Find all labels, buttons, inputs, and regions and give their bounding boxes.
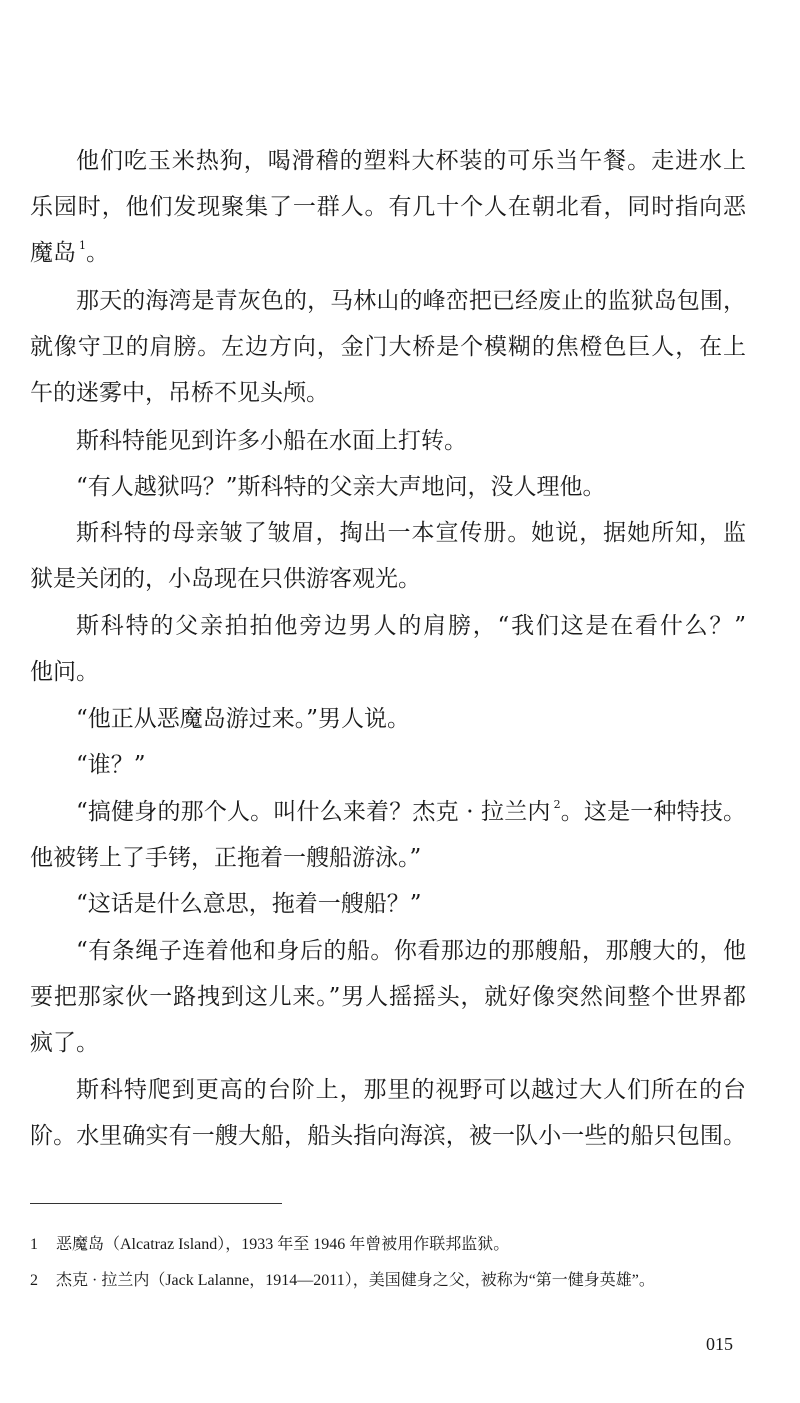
text-line	[30, 230, 746, 276]
text-line: “他正从恶魔岛游过来。”男人说。	[76, 706, 411, 732]
paragraph	[30, 789, 746, 881]
footnote	[30, 1270, 760, 1292]
text-line: “这话是什么意思，拖着一艘船？”	[76, 891, 422, 917]
footnote-number: 1	[30, 1236, 38, 1253]
text-line: 疯了。	[30, 1030, 99, 1056]
page-number: 015	[706, 1334, 733, 1354]
text-line: 阶。水里确实有一艘大船，船头指向海滨，被一队小一些的船只包围。	[30, 1123, 746, 1149]
paragraph	[30, 464, 746, 510]
paragraph	[30, 418, 746, 464]
paragraph	[30, 928, 746, 1066]
text-run: 魔岛	[30, 240, 76, 266]
text-line: 乐园时，他们发现聚集了一群人。有几十个人在朝北看，同时指向恶	[30, 194, 746, 220]
text-line: 他被铐上了手铐，正拖着一艘船游泳。”	[30, 845, 422, 871]
text-line: 斯科特能见到许多小船在水面上打转。	[76, 428, 467, 454]
paragraph	[30, 696, 746, 742]
text-run: “搞健身的那个人。叫什么来着？杰克 · 拉兰内	[76, 799, 551, 825]
text-line: 那天的海湾是青灰色的，马林山的峰峦把已经废止的监狱岛包围，	[76, 288, 746, 314]
footnote-marker: 1	[79, 239, 86, 252]
text-line: 斯科特的父亲拍拍他旁边男人的肩膀，“我们这是在看什么？”	[76, 613, 746, 639]
footnote-number: 2	[30, 1272, 38, 1289]
paragraph	[30, 1067, 746, 1159]
text-line: 斯科特爬到更高的台阶上，那里的视野可以越过大人们所在的台	[76, 1077, 746, 1103]
text-line: 他问。	[30, 659, 99, 685]
paragraph	[30, 603, 746, 695]
paragraph	[30, 510, 746, 602]
footnote	[30, 1234, 760, 1256]
text-run: 。	[86, 240, 109, 266]
paragraph	[30, 278, 746, 416]
paragraph	[30, 881, 746, 927]
text-line: 狱是关闭的，小岛现在只供游客观光。	[30, 566, 421, 592]
paragraph	[30, 138, 746, 276]
text-line	[30, 789, 746, 835]
paragraph	[30, 742, 746, 788]
text-line: 斯科特的母亲皱了皱眉，掏出一本宣传册。她说，据她所知，监	[76, 520, 746, 546]
text-line: “谁？”	[76, 752, 146, 778]
text-line: 午的迷雾中，吊桥不见头颅。	[30, 380, 329, 406]
footnote-divider	[30, 1203, 282, 1204]
text-line: 要把那家伙一路拽到这儿来。”男人摇摇头，就好像突然间整个世界都	[30, 984, 746, 1010]
text-line: “有条绳子连着他和身后的船。你看那边的那艘船，那艘大的，他	[76, 938, 746, 964]
footnote-marker: 2	[553, 798, 561, 811]
text-line: 就像守卫的肩膀。左边方向，金门大桥是个模糊的焦橙色巨人，在上	[30, 334, 746, 360]
text-run: 。这是一种特技。	[560, 799, 746, 825]
footnote-text: 恶魔岛（Alcatraz Island），1933 年至 1946 年曾被用作联邦监狱。	[56, 1236, 510, 1253]
text-line: 他们吃玉米热狗，喝滑稽的塑料大杯装的可乐当午餐。走进水上	[76, 148, 746, 174]
text-line: “有人越狱吗？”斯科特的父亲大声地问，没人理他。	[76, 474, 606, 500]
footnote-text: 杰克 · 拉兰内（Jack Lalanne，1914—2011），美国健身之父，被称为“第一健身英雄”。	[56, 1272, 655, 1289]
